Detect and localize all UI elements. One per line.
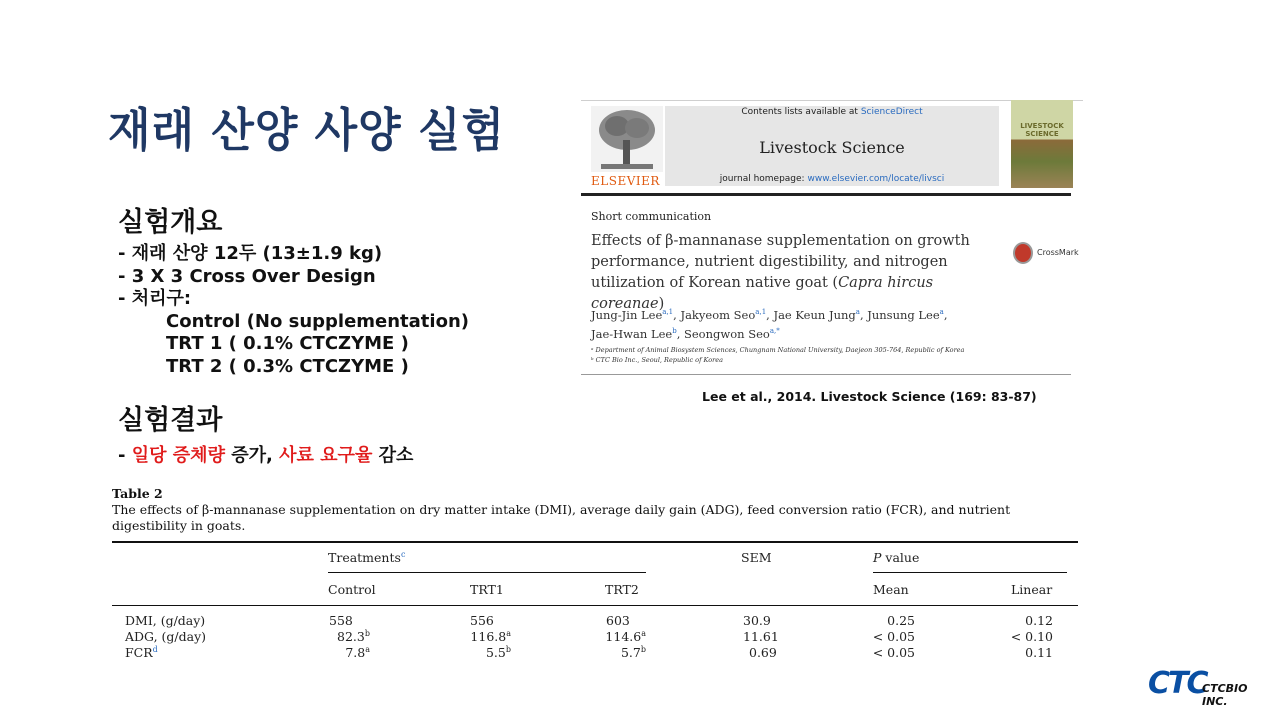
row-label-adg: ADG, (g/day) <box>125 629 207 644</box>
cell-fcr-mean: < 0.05 <box>872 645 915 660</box>
cell-dmi-control: 558 <box>329 613 353 628</box>
result-prefix: - <box>118 445 132 466</box>
paper-top-rule <box>581 100 1083 101</box>
slide-title: 재래 산양 사양 실험 <box>108 103 505 158</box>
col-group-pvalue: P value <box>873 550 920 565</box>
affiliations <box>591 345 1071 365</box>
cell-fcr-linear: 0.11 <box>1025 645 1053 660</box>
cell-fcr-trt2: 5.7$^b$ <box>620 645 646 661</box>
article-type: Short communication <box>591 210 712 223</box>
result-suffix: 감소 <box>372 445 414 466</box>
cell-adg-trt1: 116.8$^a$ <box>470 629 511 645</box>
affiliation-a: ᵃ Department of Animal Biosystem Sciences, Chungnam National University, Daejeon 305-764, Republic of Korea <box>591 346 965 354</box>
col-mean: Mean <box>873 582 909 597</box>
result-highlight-fcr: 사료 요구율 <box>279 445 373 466</box>
col-control: Control <box>328 582 376 597</box>
cell-fcr-sem: 0.69 <box>749 645 777 660</box>
cell-dmi-mean: 0.25 <box>887 613 915 628</box>
ctcbio-wordmark: CTCBIO INC. <box>1202 682 1248 708</box>
treatments-underline <box>328 572 646 573</box>
row-label-dmi: DMI, (g/day) <box>125 613 206 628</box>
ctcbio-logo <box>1148 666 1268 708</box>
cell-dmi-trt2: 603 <box>606 613 630 628</box>
article-title: Effects of β-mannanase supplementation on growth performance, nutrient digestibility, and nitrogen utilization of Korean native goat (Capra hircus coreanae) <box>591 233 970 312</box>
col-trt1: TRT1 <box>470 582 504 597</box>
table-label: Table 2 <box>112 486 163 501</box>
bullet-goats: - 재래 산양 12두 (13±1.9 kg) <box>118 243 383 264</box>
treatment-control: Control (No supplementation) <box>166 310 469 332</box>
homepage-link[interactable]: www.elsevier.com/locate/livsci <box>807 174 945 184</box>
table-top-rule <box>112 541 1078 543</box>
cell-adg-control: 82.3$^b$ <box>337 629 370 645</box>
cell-adg-sem: 11.61 <box>743 629 779 644</box>
crossmark-icon <box>1013 242 1033 264</box>
journal-name: Livestock Science <box>759 138 905 157</box>
treatment-trt1: TRT 1 ( 0.1% CTCZYME ) <box>166 333 409 354</box>
result-highlight-adg: 일당 증체량 <box>131 445 225 466</box>
crossmark-label: CrossMark <box>1037 248 1079 257</box>
crossmark-badge[interactable] <box>1013 242 1079 264</box>
bullet-design: - 3 X 3 Cross Over Design <box>118 265 376 287</box>
paper-header-rule <box>581 193 1071 196</box>
col-group-treatments: Treatments$^c$ <box>328 550 406 566</box>
cell-fcr-control: 7.8$^a$ <box>345 645 370 661</box>
cell-dmi-trt1: 556 <box>470 613 494 628</box>
elsevier-wordmark: ELSEVIER <box>591 174 660 188</box>
cover-title: LIVESTOCK SCIENCE <box>1020 122 1064 138</box>
journal-cover-thumbnail <box>1011 100 1073 188</box>
journal-banner <box>665 106 999 186</box>
paper-header-image <box>581 100 1083 390</box>
cell-dmi-linear: 0.12 <box>1025 613 1053 628</box>
col-linear: Linear <box>1011 582 1053 597</box>
paper-bottom-rule <box>581 374 1071 375</box>
cell-adg-linear: < 0.10 <box>1010 629 1053 644</box>
row-label-fcr: FCR$^d$ <box>125 645 158 661</box>
journal-homepage: journal homepage: www.elsevier.com/locate/livsci <box>719 174 945 184</box>
pvalue-underline <box>873 572 1067 573</box>
col-trt2: TRT2 <box>605 582 639 597</box>
table-caption: The effects of β-mannanase supplementation on dry matter intake (DMI), average daily gain (ADG), feed conversion ratio (FCR), and nutrient digestibility in goats. <box>112 502 1011 533</box>
overview-heading: 실험개요 <box>118 207 223 238</box>
overview-bullets <box>118 243 469 378</box>
sciencedirect-link[interactable]: ScienceDirect <box>860 107 923 117</box>
citation: Lee et al., 2014. Livestock Science (169: 83-87) <box>702 389 1037 404</box>
treatment-trt2: TRT 2 ( 0.3% CTCZYME ) <box>166 355 409 377</box>
table-header-rule <box>112 605 1078 606</box>
cell-adg-mean: < 0.05 <box>872 629 915 644</box>
cell-fcr-trt1: 5.5$^b$ <box>485 645 511 661</box>
bullet-treatments: - 처리구: <box>118 288 192 309</box>
author-list: Jung-Jin Lee$^{a,1}$, Jakyeom Seo$^{a,1}$, Jae Keun Jung$^a$, Junsung Lee$^a$, Jae-Hwan Lee$^b$, Seongwon Seo$^{a,*}$ <box>591 307 948 341</box>
cell-adg-trt2: 114.6$^a$ <box>605 629 646 645</box>
results-heading: 실험결과 <box>118 405 223 436</box>
contents-line: Contents lists available at ScienceDirect <box>741 107 923 117</box>
col-sem: SEM <box>741 550 772 565</box>
result-mid: 증가, <box>224 445 280 466</box>
ctc-logo-icon: CTC <box>1148 666 1207 701</box>
affiliation-b: ᵇ CTC Bio Inc., Seoul, Republic of Korea <box>591 356 723 364</box>
result-summary <box>118 441 413 467</box>
cell-dmi-sem: 30.9 <box>743 613 771 628</box>
